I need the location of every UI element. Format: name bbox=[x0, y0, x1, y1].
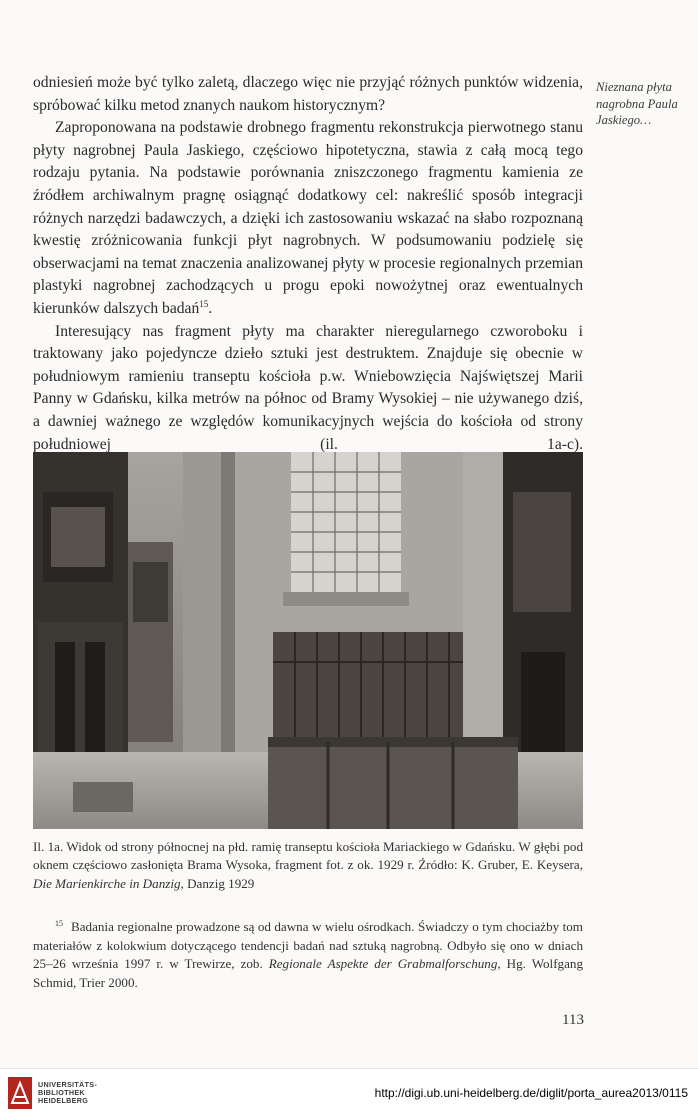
library-name-line-3: HEIDELBERG bbox=[38, 1096, 89, 1106]
library-name[interactable] bbox=[38, 1081, 97, 1106]
paragraph-1: odniesień może być tylko zaletą, dlaczego więc nie przyjąć różnych punktów widzenia, spróbować kilku metod znanych naukom historycznym? bbox=[33, 74, 583, 114]
paragraph-2-end: . bbox=[208, 299, 213, 317]
footnote-tail: , Hg. Wolfgang Schmid, Trier 2000. bbox=[33, 956, 584, 990]
university-library-logo-icon[interactable] bbox=[8, 1077, 32, 1109]
footnote-reference[interactable]: 15 bbox=[199, 298, 209, 309]
caption-tail: , Danzig 1929 bbox=[180, 875, 255, 891]
running-sidenote bbox=[596, 79, 696, 129]
caption-book-title: Die Marienkirche in Danzig bbox=[33, 875, 181, 891]
paragraph-3: Interesujący nas fragment płyty ma charakter nieregularnego czworoboku i traktowany jako pojedyncze dzieło sztuki jest destruktem. Znajduje się obecnie w południowym ramieniu transeptu kościoła p.w. Wniebowzięcia Najświętszej Marii Panny w Gdańsku, kilka metrów na północ od Bramy Wysokiej – nie używanego dziś, a dawniej ważnego ze względów komunikacyjnych wejścia do kościoła od strony południowej (il. 1a-c). bbox=[33, 322, 583, 453]
library-name-line-2: BIBLIOTHEK bbox=[38, 1088, 85, 1098]
page-number: 113 bbox=[562, 1012, 584, 1028]
church-interior-photo bbox=[33, 452, 583, 829]
footnote-mark: 15 bbox=[55, 918, 63, 928]
library-footer bbox=[0, 1068, 698, 1120]
sidenote-line-2: nagrobna Paula bbox=[596, 96, 678, 111]
footnote-book-title: Regionale Aspekte der Grabmalforschung bbox=[268, 956, 498, 972]
figure-caption bbox=[33, 838, 583, 893]
sidenote-line-3: Jaskiego… bbox=[596, 113, 652, 127]
footnote-15 bbox=[33, 918, 583, 992]
source-url-link[interactable]: http://digi.ub.uni-heidelberg.de/diglit/porta_aurea2013/0115 bbox=[374, 1086, 688, 1100]
footnote-text: Badania regionalne prowadzone są od dawna w wielu ośrodkach. Świadczy o tym chociażby tom materiałów z kolokwium dotyczącego tendencji badań nad sztuką nagrobną. Odbyło się ono w dniach 25–26 września 1997 r. w Trewirze, zob. bbox=[33, 919, 583, 972]
paragraph-2 bbox=[33, 117, 583, 320]
paragraph-2-text: Zaproponowana na podstawie drobnego fragmentu rekonstrukcja pierwotnego stanu płyty nagrobnej Paula Jaskiego, częściowo hipotetyczna, stawia z całą mocą tego rodzaju pytania. Na podstawie porównania zniszczonego fragmentu kamienia ze źródłem archiwalnym pragnę osiągnąć dodatkowy cel: nakreślić sposób integracji różnych narzędzi badawczych, a dzięki ich zastosowaniu wskazać na słabo rozpoznaną kwestię zróżnicowania funkcji płyt nagrobnych. W podsumowaniu podzielę się obserwacjami na temat znaczenia analizowanej płyty w procesie regionalnych przemian plastyki nagrobnej zachodzących u progu epoki nowożytnej oraz ewentualnych kierunków dalszych badań bbox=[33, 119, 583, 317]
body-text bbox=[33, 72, 583, 456]
library-name-line-1: UNIVERSITÄTS- bbox=[38, 1080, 98, 1089]
caption-text: Il. 1a. Widok od strony północnej na płd. ramię transeptu kościoła Mariackiego w Gdańsku. W głębi pod oknem częściowo zasłonięta Brama Wysoka, fragment fot. z ok. 1929 r. Źródło: K. Gruber, E. Keysera, bbox=[33, 839, 583, 873]
sidenote-line-1: Nieznana płyta bbox=[596, 80, 672, 94]
